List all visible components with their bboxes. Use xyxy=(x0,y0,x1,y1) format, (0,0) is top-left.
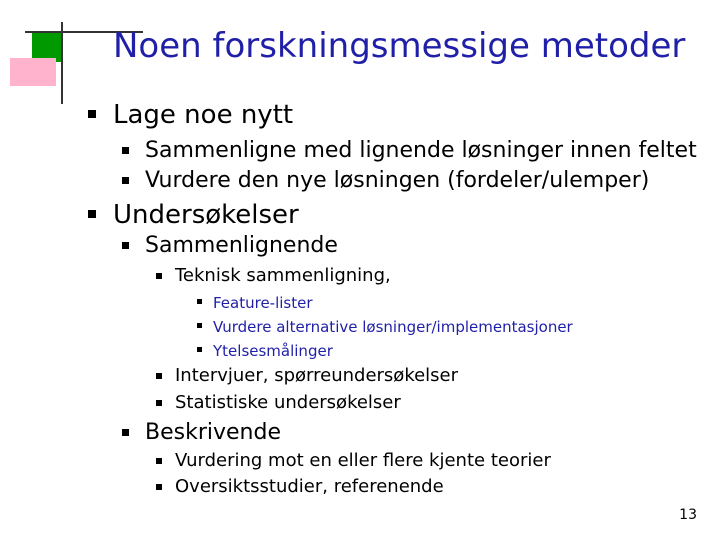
square-bullet-icon xyxy=(156,400,162,406)
bullet-item xyxy=(175,265,391,286)
bullet-item xyxy=(175,365,458,386)
bullet-item xyxy=(145,168,649,193)
bullet-item xyxy=(145,138,697,163)
bullet-item xyxy=(145,233,338,258)
bullet-text: Ytelsesmålinger xyxy=(213,342,333,360)
bullet-item xyxy=(213,341,333,360)
square-bullet-icon xyxy=(197,299,202,304)
square-bullet-icon xyxy=(156,273,162,279)
square-bullet-icon xyxy=(122,242,129,249)
bullet-text: Vurdere den nye løsningen (fordeler/ulemper) xyxy=(145,168,650,193)
bullet-item xyxy=(213,317,573,336)
bullet-text: Undersøkelser xyxy=(113,200,299,230)
square-bullet-icon xyxy=(88,110,96,118)
decor-pink-square xyxy=(10,58,56,86)
square-bullet-icon xyxy=(88,210,96,218)
bullet-item xyxy=(145,420,281,445)
bullet-text: Beskrivende xyxy=(145,420,281,445)
bullet-item xyxy=(113,200,299,230)
page-number: 13 xyxy=(679,507,697,523)
square-bullet-icon xyxy=(156,458,162,464)
bullet-text: Sammenlignende xyxy=(145,233,338,258)
bullet-item xyxy=(175,450,551,471)
bullet-item xyxy=(213,293,313,312)
bullet-text: Statistiske undersøkelser xyxy=(175,392,401,413)
square-bullet-icon xyxy=(122,177,129,184)
square-bullet-icon xyxy=(197,347,202,352)
square-bullet-icon xyxy=(156,373,162,379)
bullet-item xyxy=(175,476,444,497)
bullet-text: Intervjuer, spørreundersøkelser xyxy=(175,365,459,386)
bullet-text: Oversiktsstudier, referenende xyxy=(175,476,444,497)
bullet-text: Feature-lister xyxy=(213,294,313,312)
square-bullet-icon xyxy=(122,429,129,436)
bullet-item xyxy=(113,100,293,130)
bullet-text: Teknisk sammenligning, xyxy=(175,265,391,286)
bullet-text: Vurdere alternative løsninger/implementasjoner xyxy=(213,318,573,336)
square-bullet-icon xyxy=(197,323,202,328)
slide-title: Noen forskningsmessige metoder xyxy=(113,26,686,66)
bullet-item xyxy=(175,392,401,413)
square-bullet-icon xyxy=(122,147,129,154)
bullet-text: Lage noe nytt xyxy=(113,100,294,130)
bullet-text: Vurdering mot en eller flere kjente teorier xyxy=(175,450,551,471)
square-bullet-icon xyxy=(156,484,162,490)
bullet-text: Sammenligne med lignende løsninger innen feltet xyxy=(145,138,697,163)
decor-vertical-line xyxy=(61,22,63,104)
